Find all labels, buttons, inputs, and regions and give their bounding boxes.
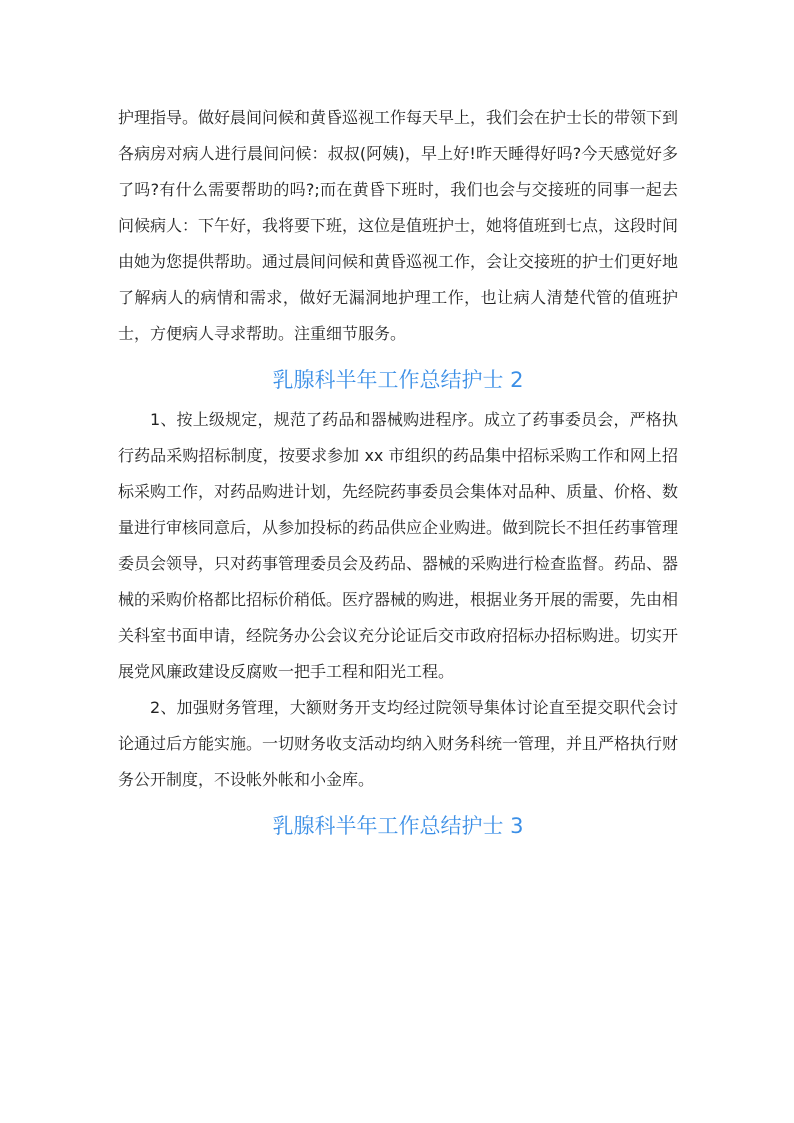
section-3-title: 乳腺科半年工作总结护士 3 — [272, 814, 524, 838]
section-2-title: 乳腺科半年工作总结护士 2 — [272, 368, 524, 392]
document-page — [118, 100, 678, 848]
section-2-paragraph-1: 1、按上级规定，规范了药品和器械购进程序。成立了药事委员会，严格执行药品采购招标制度，按要求参加 xx 市组织的药品集中招标采购工作和网上招标采购工作，对药品购进计划，先经院药事委员会集体对品种、质量、价格、数量进行审核同意后，从参加投标的药品供应企业购进。做到院长不担任药事管理委员会领导，只对药事管理委员会及药品、器械的采购进行检查监督。药品、器械的采购价格都比招标价稍低。医疗器械的购进，根据业务开展的需要，先由相关科室书面申请，经院务办公会议充分论证后交市政府招标办招标购进。切实开展党风廉政建设反腐败一把手工程和阳光工程。 — [118, 410, 679, 681]
intro-paragraph: 护理指导。做好晨间问候和黄昏巡视工作每天早上，我们会在护士长的带领下到各病房对病人进行晨间问候：叔叔(阿姨)，早上好!昨天睡得好吗?今天感觉好多了吗?有什么需要帮助的吗?;而在黄昏下班时，我们也会与交接班的同事一起去问候病人：下午好，我将要下班，这位是值班护士，她将值班到七点，这段时间由她为您提供帮助。通过晨间问候和黄昏巡视工作，会让交接班的护士们更好地了解病人的病情和需求，做好无漏洞地护理工作，也让病人清楚代管的值班护士，方便病人寻求帮助。注重细节服务。 — [118, 108, 679, 343]
section-2-paragraph-2: 2、加强财务管理，大额财务开支均经过院领导集体讨论直至提交职代会讨论通过后方能实施。一切财务收支活动均纳入财务科统一管理，并且严格执行财务公开制度，不设帐外帐和小金库。 — [118, 698, 679, 789]
